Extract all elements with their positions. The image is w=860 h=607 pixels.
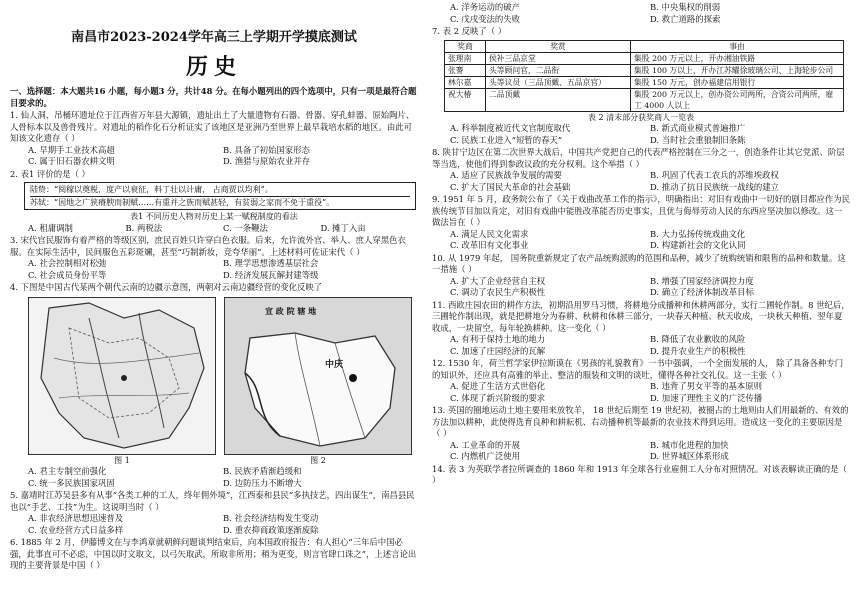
question-stem: 14. 表 3 为英联学者拉所调查的 1860 年和 1913 年全球各行业雇佣工人分布对照情况。对该表解读正确的是（ ） (432, 463, 847, 485)
option-d[interactable]: D. 渔猎与原始农业并存 (223, 156, 311, 166)
figure-1-label: 图 1 (114, 455, 130, 465)
table-cell: 二品顶戴 (486, 88, 631, 111)
option-c[interactable]: C. 改革旧有文化事业 (450, 240, 529, 250)
option-c[interactable]: C. 调动了农民生产积极性 (450, 287, 546, 297)
question-stem: 5. 嘉靖时江苏吴县多有从事“各类工种的工人，终年佣外境”，江西泰和县民“多执技艺，四出谋生”，南昌县民也以“手艺、工技”为生。这说明当时（ ） (10, 490, 415, 512)
option-d[interactable]: D. 摊丁入亩 (320, 222, 366, 233)
option-c[interactable]: C. 农业经营方式日益多样 (28, 524, 124, 535)
options (10, 466, 418, 489)
option-a[interactable]: A. 非农经济思想迅速普及 (28, 513, 124, 523)
table-cell: 集股 100 万以上，开办江苏耀徐玻璃公司、上海轮步公司 (631, 64, 844, 76)
question-3 (10, 235, 418, 281)
table-cell: 张理南 (445, 52, 486, 64)
question-14 (432, 464, 850, 487)
option-b[interactable]: B. 大力弘扬传统戏曲文化 (650, 228, 746, 239)
option-c[interactable]: C. 民族工业进入“短暂的春天” (450, 134, 563, 145)
option-d[interactable]: D. 当时社会重狼制旧条陈 (650, 134, 746, 145)
question-11 (432, 300, 850, 358)
table-cell: 集股 200 万元以上，开办湘油铁路 (631, 52, 844, 64)
section-heading: 一、选择题：本大题共16 小题，每小题3 分，共计48 分。在每小题列出的四个选项中，只有一项是最符合题目要求的。 (10, 86, 417, 108)
option-a[interactable]: A. 社会控制相对松弛 (28, 258, 107, 268)
quote-row: 陆贽：“阅稼以奠税，度产以衰征，料丁壮以计庸， 占商贾以均利”。 (30, 184, 410, 197)
option-c[interactable]: C. 属于旧石器农耕文明 (28, 156, 115, 166)
column-header: 奖商 (445, 40, 486, 52)
option-b[interactable]: B. 增强了国家经济调控力度 (650, 275, 754, 286)
question-stem: 11. 西欧庄园农田的耕作方法，初期沿用罗马习惯，将耕地分成播种和休耕两部分，实行二圃轮作制。8 世纪后，三圃轮作制出现，就是把耕地分为春耕、秋耕和休耕三部分，一块春天种植、秋天收成，一块秋天种植、翌年夏收成，一块留空，每年轮换耕种。这一变化（ ） (432, 299, 850, 333)
question-stem: 1. 仙人洞、吊桶环遗址位于江西省万年县大源镇，遗址出土了大量遗物有石器、骨器、穿孔蚌器、原始陶片、人骨标本以及兽骨残片。对遗址的稻作化石分析证实了该地区是亚洲乃至世界上最早栽培水稻的地区。由此可知该文化遗存（ ） (10, 110, 415, 143)
table-row (445, 88, 844, 111)
option-a[interactable]: A. 有利于保持土地的地力 (450, 334, 546, 344)
table-cell: 头等议员（三品顶戴、五品京官） (486, 76, 631, 88)
figure-2-label: 图 2 (310, 455, 326, 465)
table-caption: 表 2 清末部分获奖商人一览表 (587, 112, 695, 122)
question-4 (10, 282, 418, 489)
map-figure-1 (28, 297, 216, 455)
option-b[interactable]: B. 巩固了代表工农兵的苏维埃政权 (650, 170, 779, 180)
question-stem: 3. 宋代官民服饰有着严格的等级区别，庶民百姓只许穿白色衣服。后来，允许流外官、举人、庶人穿黑色衣服。在实际生活中，民间服色五彩斑斓，甚至“巧制新妆，竞夸华丽”。上述材料可佐证宋代（ ） (10, 235, 406, 257)
option-d[interactable]: D. 重农抑商政策逐渐废除 (223, 524, 319, 535)
option-a[interactable]: A. 洋务运动的破产 (450, 2, 520, 12)
option-c[interactable]: C. 加速了庄园经济的瓦解 (450, 345, 546, 356)
option-b[interactable]: B. 具备了初始国家形态 (223, 144, 310, 155)
table-cell: 头等顾问官，二品衔 (486, 64, 631, 76)
options (432, 229, 850, 252)
option-c[interactable]: C. 体现了新兴阶级的要求 (450, 392, 546, 403)
table-caption: 表1 不同历史人物对历史上某一赋税制度的看法 (130, 212, 298, 221)
option-a[interactable]: A. 促进了生活方式世俗化 (450, 381, 546, 391)
question-1 (10, 110, 418, 168)
question-stem: 4. 下图是中国古代某两个朝代云南的边疆示意图，两朝对云南边疆经营的变化反映了 (10, 282, 323, 292)
option-a[interactable]: A. 早期手工业技术高超 (28, 144, 115, 155)
option-d[interactable]: D. 边防压力不断增大 (223, 477, 302, 488)
options (432, 123, 850, 146)
option-b[interactable]: B. 新式商业模式普遍推广 (650, 123, 746, 133)
options (432, 2, 850, 25)
question-5 (10, 490, 418, 536)
option-a[interactable]: A. 扩大了企业经营自主权 (450, 275, 546, 286)
option-c[interactable]: C. 扩大了国民大革命的社会基础 (450, 181, 571, 192)
column-header: 事由 (631, 40, 844, 52)
subject-title: 历史 (185, 54, 242, 80)
map-figures (10, 297, 418, 455)
map-2-drawing (225, 298, 411, 454)
map-region-label: 宣 政 院 辖 地 (265, 305, 317, 316)
question-10 (432, 253, 850, 299)
question-6 (10, 537, 418, 572)
option-c[interactable]: C. 内燃机广泛使用 (450, 451, 521, 461)
table-cell: 集股 200 万元以上，创办资公司两所，合资公司两所，雇工 4000 人以上 (631, 88, 844, 111)
option-d[interactable]: D. 世界城区体系形成 (650, 451, 729, 461)
options (10, 223, 418, 235)
option-a[interactable]: A. 君主专制空前强化 (28, 466, 107, 476)
option-a[interactable]: A. 租庸调制 (28, 222, 73, 233)
options (432, 440, 850, 463)
option-d[interactable]: D. 加速了理性主义的广泛传播 (650, 392, 763, 403)
option-d[interactable]: D. 构建新社会的文化认同 (650, 240, 746, 250)
option-d[interactable]: D. 救亡道路的探索 (650, 13, 721, 24)
options (10, 145, 418, 168)
option-c[interactable]: C. 统一多民族国家巩固 (28, 477, 115, 488)
quote-row: 苏轼：“因地之广狭瘠腴而制赋……有重并之族而赋甚轻，有贫弱之家而不免于重役”。 (30, 197, 335, 207)
options (432, 334, 850, 357)
table-row (445, 64, 844, 76)
column-header: 奖赏 (486, 40, 631, 52)
award-table-body (445, 52, 844, 111)
question-stem: 2. 表1 评价的是（ ） (10, 168, 90, 179)
table-row (445, 52, 844, 64)
option-b[interactable]: B. 两税法 (125, 222, 163, 233)
option-b[interactable]: B. 城市化进程的加快 (650, 439, 729, 450)
option-b[interactable]: B. 降低了农业歉收的风险 (650, 334, 746, 344)
question-2 (10, 169, 418, 235)
option-b[interactable]: B. 理学思想渗透基层社会 (223, 258, 319, 268)
question-13 (432, 405, 850, 463)
question-9 (432, 194, 850, 252)
award-table (444, 40, 844, 112)
option-a[interactable]: A. 满足人民文化需求 (450, 228, 529, 239)
map-figure-2 (224, 297, 412, 455)
options (10, 513, 418, 536)
right-column (432, 0, 850, 487)
option-c[interactable]: C. 社会成员身份平等 (28, 269, 107, 280)
option-a[interactable]: A. 科举制度被近代文官制度取代 (450, 123, 571, 133)
option-b[interactable]: B. 违背了男女平等的基本原则 (650, 381, 762, 391)
exam-title: 南昌市2023-2024学年高三上学期开学摸底测试 (71, 30, 357, 45)
options (432, 170, 850, 193)
question-stem: 10. 从 1979 年起， 国务院重新规定了农产品统购派购的范围和品种，减少了统购统销和限售的品种和数量。这一措施（ ） (432, 252, 846, 274)
option-a[interactable]: A. 工业革命的开展 (450, 439, 520, 450)
option-c[interactable]: C. 一条鞭法 (223, 222, 268, 233)
question-7 (432, 26, 850, 146)
left-column (10, 0, 418, 572)
map-city-label: 中庆 (325, 359, 344, 370)
question-stem: 8. 陕甘宁边区在第二次世界大战后，中国共产党把自己的代表严格控制在三分之一，创造条件让其它党派、阶层等当选，使他们得到参政议政的充分权利。这个举措（ ） (432, 147, 845, 169)
quote-table (24, 182, 416, 210)
option-b[interactable]: B. 民族矛盾渐趋缓和 (223, 466, 302, 476)
option-c[interactable]: C. 戊戌变法的失败 (450, 13, 521, 24)
question-stem: 6. 1885 年 2 月，伊藤博文在与李鸿章就朝鲜问题谈判结束后，向本国政府报告：有人担心“三年后中国必强，此事直可不必虑，中国以时文取文，以弓矢取武，所取非所用；稍为更变，则言官肆口诛之”，上述言论出现的主要背景是中国（ ） (10, 537, 417, 570)
question-stem: 12. 1530 年，荷兰哲学家伊拉斯谟在《男孩的礼貌教育》一书中强调，一个全面发展的人， 除了具备各种专门的知识外，还应具有高雅的举止、整洁的服装和文明的谈吐，懂得各种社交礼仪。这一主张（ ） (432, 358, 844, 380)
table-cell: 林尔嘉 (445, 76, 486, 88)
question-stem: 13. 英国的圈地运动土地主要用来放牧羊， 18 世纪后期至 19 世纪初，被圈占的土地则由人们用最新的、有效的方法加以耕种，此使得选育良种和耕耘机、右动播种机等最新的农业技术得到运用。造成这一变化的主要原因是（ ） (432, 405, 849, 438)
options (432, 276, 850, 299)
question-12 (432, 358, 850, 404)
table-cell: 祝大椿 (445, 88, 486, 111)
table-cell: 张謇 (445, 64, 486, 76)
map-1-drawing (29, 298, 215, 454)
question-8 (432, 147, 850, 193)
question-stem: 9. 1951 年 5 月，政务院公布了《关于戏曲改革工作的指示》，明确指出：对旧有戏曲中一切好的剧目都应作为民族传统节目加以肯定，对旧有戏曲中能胜改革能否历史事实，且优与侮辱劳动人民的东西应坚决加以修改。这一做法旨在（ ） (432, 194, 850, 227)
option-d[interactable]: D. 确立了经济体制改革目标 (650, 287, 754, 297)
option-d[interactable]: D. 提升农业生产的积极性 (650, 345, 746, 356)
option-b[interactable]: B. 中央集权的削弱 (650, 2, 721, 12)
table-row (445, 76, 844, 88)
option-b[interactable]: B. 社会经济结构发生变动 (223, 513, 319, 523)
table-cell: 集股 150 万元，创办福建信用银行 (631, 76, 844, 88)
options (432, 381, 850, 404)
options (10, 258, 418, 281)
option-a[interactable]: A. 适应了民族战争发展的需要 (450, 170, 562, 180)
question-stem: 7. 表 2 反映了（ ） (432, 26, 507, 36)
map-labels (10, 455, 418, 467)
option-d[interactable]: D. 推动了抗日民族统一战线的建立 (650, 181, 779, 192)
table-cell: 侯补三品京堂 (486, 52, 631, 64)
option-d[interactable]: D. 经济发展瓦解封建等级 (223, 269, 319, 280)
